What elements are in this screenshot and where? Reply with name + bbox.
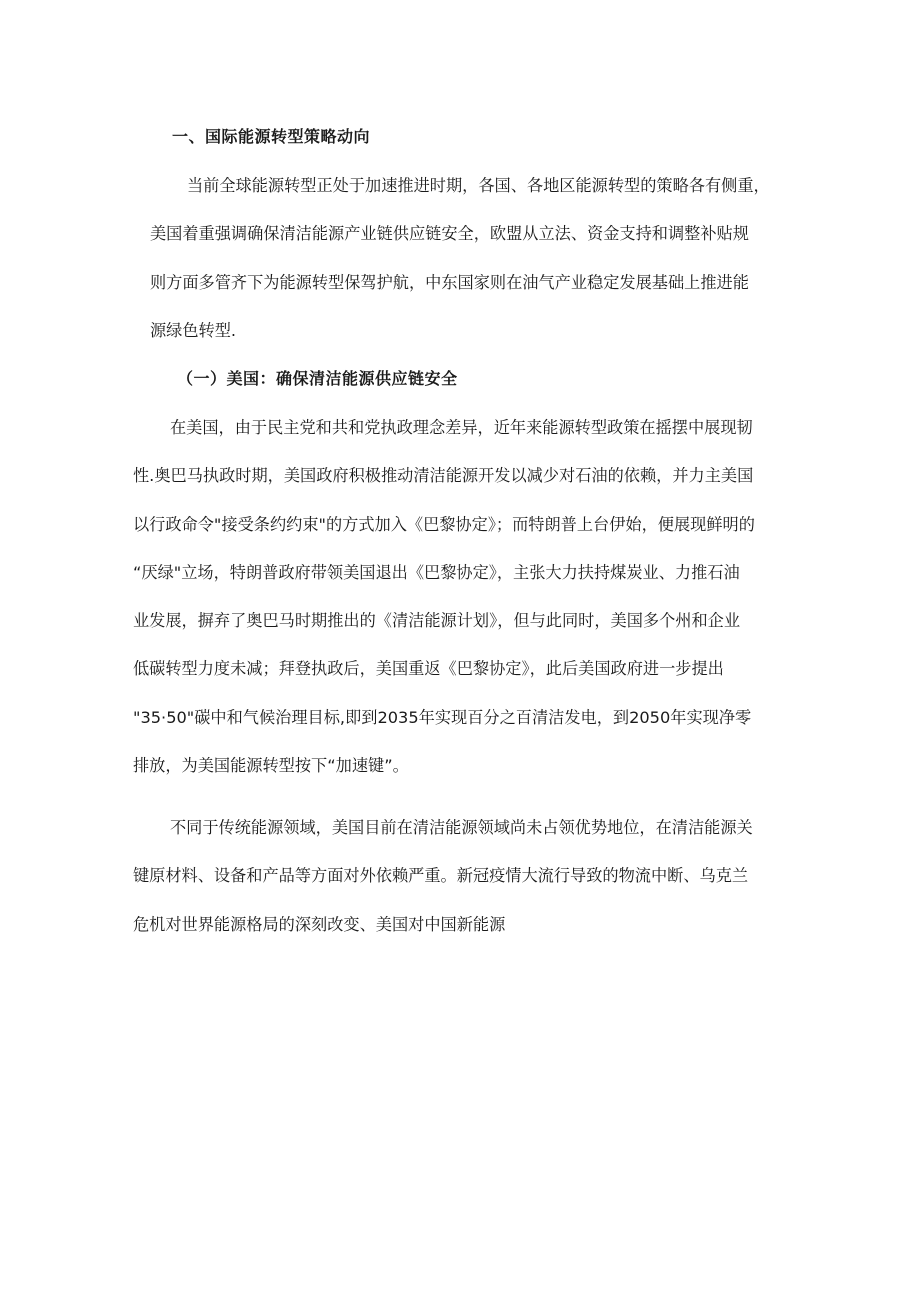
- paragraph-line: 性.奥巴马执政时期，美国政府积极推动清洁能源开发以减少对石油的依赖，并力主美国: [133, 466, 754, 486]
- paragraph-line: 源绿色转型.: [150, 320, 237, 340]
- paragraph-intro: [150, 162, 770, 355]
- paragraph-line: 在美国，由于民主党和共和党执政理念差异，近年来能源转型政策在摇摆中展现韧: [170, 418, 753, 437]
- paragraph-us-policy: [133, 404, 755, 790]
- paragraph-line: 当前全球能源转型正处于加速推进时期，各国、各地区能源转型的策略各有侧重，: [187, 176, 770, 195]
- paragraph-line: "35·50"碳中和气候治理目标,即到2035年实现百分之百清洁发电，到2050年实现净零: [133, 707, 752, 727]
- paragraph-line: 业发展，摒弃了奥巴马时期推出的《清洁能源计划》，但与此同时，美国多个州和企业: [133, 611, 741, 631]
- paragraph-line: 键原材料、设备和产品等方面对外依赖严重。新冠疫情大流行导致的物流中断、乌克兰: [133, 866, 749, 886]
- paragraph-line: 美国着重强调确保清洁能源产业链供应链安全，欧盟从立法、资金支持和调整补贴规: [150, 224, 749, 244]
- paragraph-line: 排放，为美国能源转型按下“加速键”。: [133, 756, 409, 776]
- paragraph-line: 危机对世界能源格局的深刻改变、美国对中国新能源: [133, 914, 506, 934]
- paragraph-line: “厌绿"立场，特朗普政府带领美国退出《巴黎协定》，主张大力扶持煤炭业、力推石油: [133, 562, 740, 582]
- paragraph-line: 不同于传统能源领域，美国目前在清洁能源领域尚未占领优势地位，在清洁能源关: [170, 818, 753, 837]
- section-heading: 一、国际能源转型策略动向: [172, 127, 371, 146]
- paragraph-line: 低碳转型力度未减；拜登执政后，美国重返《巴黎协定》，此后美国政府进一步提出: [133, 659, 724, 679]
- paragraph-line: 则方面多管齐下为能源转型保驾护航，中东国家则在油气产业稳定发展基础上推进能: [150, 272, 749, 292]
- paragraph-line: 以行政命令"接受条约约束"的方式加入《巴黎协定》；而特朗普上台伊始，便展现鲜明的: [133, 514, 755, 534]
- subsection-heading: （一）美国：确保清洁能源供应链安全: [177, 369, 458, 388]
- paragraph-supply-chain: [133, 804, 753, 949]
